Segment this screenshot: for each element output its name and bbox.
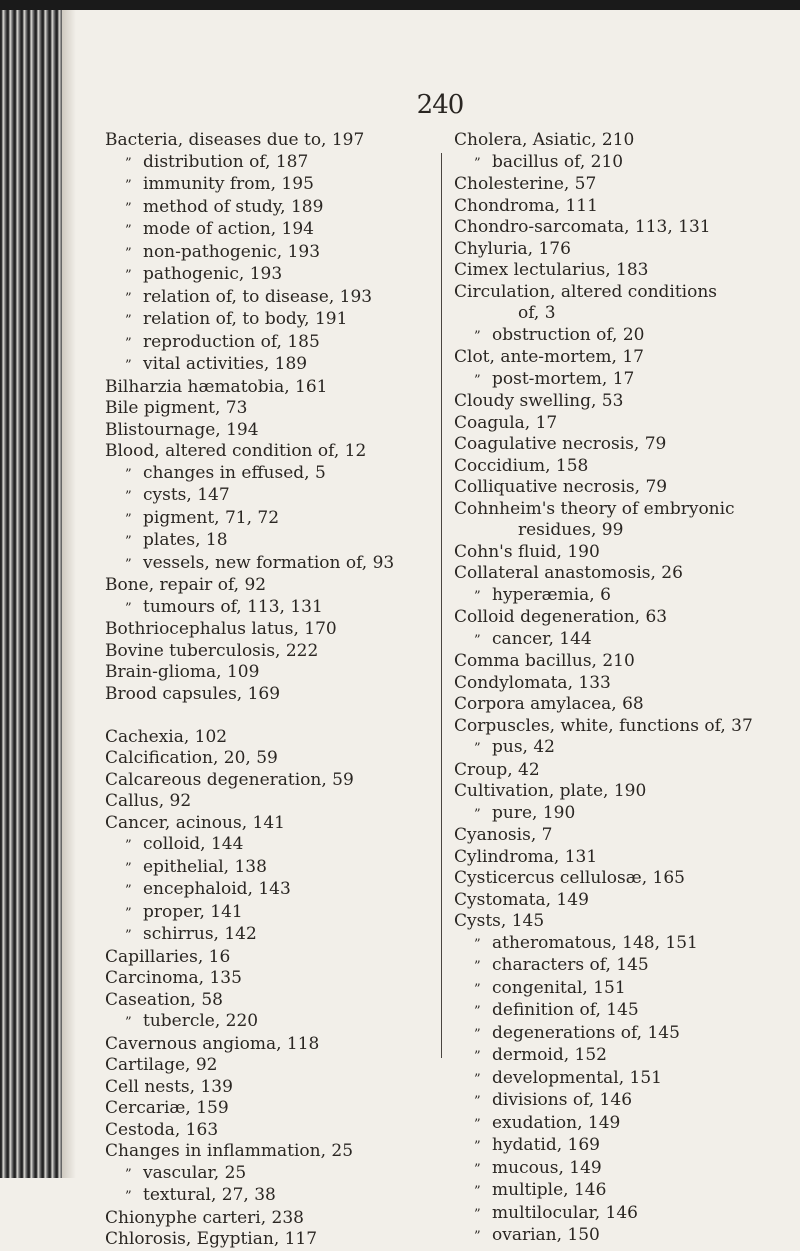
index-entry-text: cysts, 147 [143,485,230,505]
index-subentry [105,309,430,332]
index-entry-text: Corpora amylacea, 68 [454,694,644,714]
index-entry-text: mucous, 149 [492,1157,602,1178]
index-entry-text: colloid, 144 [143,834,244,854]
ditto-mark-icon: ” [125,905,132,921]
index-entry-text: Cysts, 145 [454,911,545,931]
index-entry-text: Bile pigment, 73 [105,398,248,418]
index-entry-text: Cachexia, 102 [105,726,228,747]
index-subentry [105,152,430,175]
index-entry-text: Clot, ante-mortem, 17 [454,347,644,367]
ditto-mark-icon: ” [474,1049,481,1064]
index-entry [105,727,430,749]
index-entry [105,990,430,1012]
index-entry-text: Coccidium, 158 [454,455,589,476]
index-entry-text: Coagulative necrosis, 79 [454,434,667,454]
page-gutter-shadow [62,10,76,1178]
index-subentry [105,242,430,265]
ditto-mark-icon: ” [474,155,481,171]
ditto-mark-icon: ” [474,981,481,997]
index-entry [454,825,794,847]
index-entry-text: Croup, 42 [454,759,540,780]
index-entry [454,911,794,933]
index-entry [454,282,794,304]
index-entry [105,441,430,463]
book-spine-edge [0,10,62,1178]
ditto-mark-icon: ” [125,534,132,549]
index-entry-text: Condylomata, 133 [454,672,611,693]
index-subentry [454,369,794,392]
index-entry-text: Callus, 92 [105,791,192,811]
ditto-mark-icon: ” [474,1004,481,1019]
index-subentry [454,1158,794,1181]
index-entry-text: Chyluria, 176 [454,238,571,259]
index-entry-text: pathogenic, 193 [143,264,283,284]
index-entry-text: Bilharzia hæmatobia, 161 [105,376,328,397]
index-entry-text: Bone, repair of, 92 [105,575,267,595]
ditto-mark-icon: ” [474,1071,481,1087]
index-entry-text: Cancer, acinous, 141 [105,812,285,833]
index-entry-text: Caseation, 58 [105,989,223,1010]
index-entry [105,791,430,813]
ditto-mark-icon: ” [125,223,132,238]
index-entry [105,619,430,641]
index-entry-text: hydatid, 169 [492,1135,600,1155]
index-subentry [105,354,430,377]
ditto-mark-icon: ” [125,600,132,616]
index-entry [454,477,794,499]
index-subentry [454,629,794,652]
index-entry-continuation [454,303,794,325]
index-entry [105,398,430,420]
ditto-mark-icon: ” [474,1206,481,1222]
index-subentry [105,553,430,576]
index-entry-text: characters of, 145 [492,955,649,975]
index-entry-text: non-pathogenic, 193 [143,241,321,262]
index-entry-text: post-mortem, 17 [492,368,635,389]
ditto-mark-icon: ” [474,1094,481,1109]
index-entry-text: tumours of, 113, 131 [143,596,323,617]
ditto-mark-icon: ” [125,200,132,216]
index-entry-text: Colliquative necrosis, 79 [454,477,668,497]
index-subentry [454,1180,794,1203]
ditto-mark-icon: ” [125,466,132,482]
index-entry-text: multilocular, 146 [492,1202,639,1223]
index-entry-text: epithelial, 138 [143,856,267,877]
index-entry-text: obstruction of, 20 [492,324,645,345]
index-subentry [454,1090,794,1113]
index-entry [105,575,430,597]
index-entry [105,377,430,399]
ditto-mark-icon: ” [125,335,132,351]
index-entry-text: pus, 42 [492,737,555,757]
index-entry [105,684,430,706]
index-entry-text: developmental, 151 [492,1067,662,1088]
ditto-mark-icon: ” [474,632,481,648]
index-entry-text: Cysticercus cellulosæ, 165 [454,868,685,888]
ditto-mark-icon: ” [125,489,132,504]
ditto-mark-icon: ” [474,936,481,952]
ditto-mark-icon: ” [474,1116,481,1132]
index-entry [105,968,430,990]
index-entry [454,847,794,869]
index-entry-text: relation of, to body, 191 [143,309,348,329]
index-entry-text: Blood, altered condition of, 12 [105,441,367,461]
index-entry-text: pigment, 71, 72 [143,507,280,528]
index-entry [105,420,430,442]
index-entry-text: Bacteria, diseases due to, 197 [105,130,365,150]
index-entry [454,868,794,890]
index-entry-text: Cercariæ, 159 [105,1098,229,1118]
index-entry-text: residues, 99 [518,520,624,540]
index-entry-text: mode of action, 194 [143,219,314,239]
index-entry-text: Corpuscles, white, functions of, 37 [454,715,753,736]
index-entry-text: Cloudy swelling, 53 [454,391,624,411]
index-entry [454,413,794,435]
ditto-mark-icon: ” [474,1026,481,1042]
index-entry [454,347,794,369]
ditto-mark-icon: ” [125,1189,132,1204]
index-entry [454,673,794,695]
index-subentry [454,585,794,608]
index-entry-text: Chondroma, 111 [454,195,598,216]
index-entry [454,456,794,478]
index-subentry [105,508,430,531]
index-entry-text: Cystomata, 149 [454,889,589,910]
index-entry-text: Colloid degeneration, 63 [454,607,668,627]
ditto-mark-icon: ” [125,883,132,898]
index-subentry [105,485,430,508]
index-entry-text: Bovine tuberculosis, 222 [105,640,319,661]
index-entry [454,607,794,629]
index-subentry [454,152,794,175]
index-entry-text: definition of, 145 [492,1000,639,1020]
index-entry-text: Collateral anastomosis, 26 [454,563,683,583]
index-subentry [105,174,430,197]
index-entry-text: Changes in inflammation, 25 [105,1141,354,1161]
index-entry-text: Cartilage, 92 [105,1055,218,1075]
index-entry-text: Brood capsules, 169 [105,683,281,704]
index-subentry [454,1225,794,1248]
index-subentry [105,902,430,925]
index-subentry [454,1113,794,1136]
index-entry-text: encephaloid, 143 [143,879,291,899]
index-subentry [454,1135,794,1158]
ditto-mark-icon: ” [125,838,132,853]
index-entry-text: method of study, 189 [143,196,324,217]
index-entry-text: divisions of, 146 [492,1090,633,1110]
index-entry [454,542,794,564]
index-entry-text: relation of, to disease, 193 [143,286,373,307]
index-subentry [105,463,430,486]
index-subentry [454,978,794,1001]
index-subentry [105,264,430,287]
index-subentry [105,1185,430,1208]
index-entry-text: schirrus, 142 [143,924,257,944]
index-entry [105,1034,430,1056]
ditto-mark-icon: ” [125,511,132,527]
index-entry-text: Calcareous degeneration, 59 [105,769,354,790]
index-entry-text: Cell nests, 139 [105,1076,233,1097]
index-subentry [105,530,430,553]
index-entry-text: vessels, new formation of, 93 [143,552,395,573]
ditto-mark-icon: ” [125,1166,132,1182]
index-entry-text: Chondro-sarcomata, 113, 131 [454,217,711,237]
index-entry-text: immunity from, 195 [143,174,314,194]
index-entry-text: Cylindroma, 131 [454,846,598,867]
index-subentry [454,1023,794,1046]
index-entry [454,196,794,218]
index-entry-text: multiple, 146 [492,1180,607,1200]
index-entry [105,1120,430,1142]
index-entry-text: congenital, 151 [492,977,626,998]
index-entry-text: atheromatous, 148, 151 [492,932,698,953]
index-entry [454,760,794,782]
index-entry-continuation [454,520,794,542]
index-entry [454,174,794,196]
index-entry [105,1098,430,1120]
ditto-mark-icon: ” [125,358,132,373]
index-subentry [105,857,430,880]
index-entry-text: dermoid, 152 [492,1045,607,1065]
ditto-mark-icon: ” [125,860,132,876]
index-subentry [105,834,430,857]
index-entry-text: Cyanosis, 7 [454,825,553,845]
index-entry [454,781,794,803]
index-entry-text: Chlorosis, Egyptian, 117 [105,1229,318,1249]
column-divider [441,153,442,1058]
index-entry [105,1141,430,1163]
index-entry-text: Coagula, 17 [454,412,558,433]
page-number: 240 [416,90,464,120]
index-entry-text: degenerations of, 145 [492,1022,680,1043]
index-entry [105,641,430,663]
ditto-mark-icon: ” [474,806,481,822]
index-entry [454,391,794,413]
index-entry-text: textural, 27, 38 [143,1185,276,1205]
index-entry [105,770,430,792]
index-entry [454,890,794,912]
index-entry-text: Calcification, 20, 59 [105,748,278,768]
ditto-mark-icon: ” [474,1184,481,1199]
index-entry-text: pure, 190 [492,802,576,823]
index-entry-text: Comma bacillus, 210 [454,651,635,671]
index-entry [454,694,794,716]
index-entry [454,651,794,673]
index-entry [454,563,794,585]
index-entry [105,748,430,770]
index-entry-text: changes in effused, 5 [143,462,326,483]
index-subentry [105,219,430,242]
index-entry [454,130,794,152]
index-entry-text: plates, 18 [143,530,228,550]
ditto-mark-icon: ” [125,928,132,943]
index-entry-text: Cestoda, 163 [105,1119,219,1140]
index-entry-text: Bothriocephalus latus, 170 [105,619,337,639]
index-subentry [454,1203,794,1226]
index-entry [454,239,794,261]
index-entry-text: Cholera, Asiatic, 210 [454,130,635,150]
index-entry [454,499,794,521]
index-subentry [454,955,794,978]
index-subentry [105,1163,430,1186]
index-entry [105,813,430,835]
index-entry [105,1208,430,1230]
index-entry-text: hyperæmia, 6 [492,584,611,605]
index-entry [454,217,794,239]
index-entry [105,662,430,684]
index-entry-text: Carcinoma, 135 [105,968,242,988]
index-subentry [105,597,430,620]
ditto-mark-icon: ” [125,155,132,171]
index-entry-text: reproduction of, 185 [143,331,320,352]
index-subentry [454,933,794,956]
index-subentry [105,287,430,310]
ditto-mark-icon: ” [125,268,132,283]
ditto-mark-icon: ” [125,556,132,572]
index-entry [105,1055,430,1077]
index-entry-text: proper, 141 [143,901,243,922]
ditto-mark-icon: ” [474,741,481,756]
index-entry-text: of, 3 [518,303,556,323]
index-subentry [105,197,430,220]
index-entry [454,716,794,738]
index-entry-text: cancer, 144 [492,628,592,649]
index-subentry [454,803,794,826]
ditto-mark-icon: ” [474,372,481,388]
index-entry-text: vital activities, 189 [143,354,308,374]
index-entry [105,1229,430,1251]
ditto-mark-icon: ” [125,313,132,328]
scan-top-edge [0,0,800,10]
index-entry-text: Brain-glioma, 109 [105,662,260,682]
index-entry-text: ovarian, 150 [492,1225,600,1245]
ditto-mark-icon: ” [125,178,132,193]
index-entry-text: Chionyphe carteri, 238 [105,1207,304,1228]
ditto-mark-icon: ” [474,588,481,604]
index-entry-text: tubercle, 220 [143,1011,259,1031]
index-subentry [105,879,430,902]
index-entry-text: exudation, 149 [492,1112,621,1133]
index-entry [454,434,794,456]
index-entry-text: Cohn's fluid, 190 [454,541,600,562]
index-subentry [454,325,794,348]
index-entry-text: Cavernous angioma, 118 [105,1033,320,1054]
index-subentry [105,332,430,355]
index-entry-text: Circulation, altered conditions [454,281,718,302]
index-entry-text: vascular, 25 [143,1162,247,1183]
index-subentry [454,1068,794,1091]
index-entry [105,1077,430,1099]
index-entry [454,260,794,282]
index-entry-text: bacillus of, 210 [492,151,624,172]
ditto-mark-icon: ” [125,290,132,306]
index-entry [105,130,430,152]
index-column-left [105,130,430,1251]
index-subentry [105,1011,430,1034]
index-entry-text: Cholesterine, 57 [454,174,597,194]
index-entry-text: Capillaries, 16 [105,946,231,967]
index-subentry [454,737,794,760]
ditto-mark-icon: ” [474,328,481,344]
ditto-mark-icon: ” [474,1139,481,1154]
ditto-mark-icon: ” [474,1229,481,1244]
index-entry-text: Cohnheim's theory of embryonic [454,498,735,519]
index-entry-text: distribution of, 187 [143,151,309,172]
ditto-mark-icon: ” [125,245,132,261]
ditto-mark-icon: ” [474,1161,481,1177]
index-entry-text: Cultivation, plate, 190 [454,781,647,801]
index-column-right [454,130,794,1248]
index-subentry [454,1000,794,1023]
ditto-mark-icon: ” [474,959,481,974]
ditto-mark-icon: ” [125,1015,132,1030]
index-entry-text: Blistournage, 194 [105,419,259,440]
index-subentry [105,924,430,947]
index-subentry [454,1045,794,1068]
index-entry [105,947,430,969]
index-entry-text: Cimex lectularius, 183 [454,260,649,280]
